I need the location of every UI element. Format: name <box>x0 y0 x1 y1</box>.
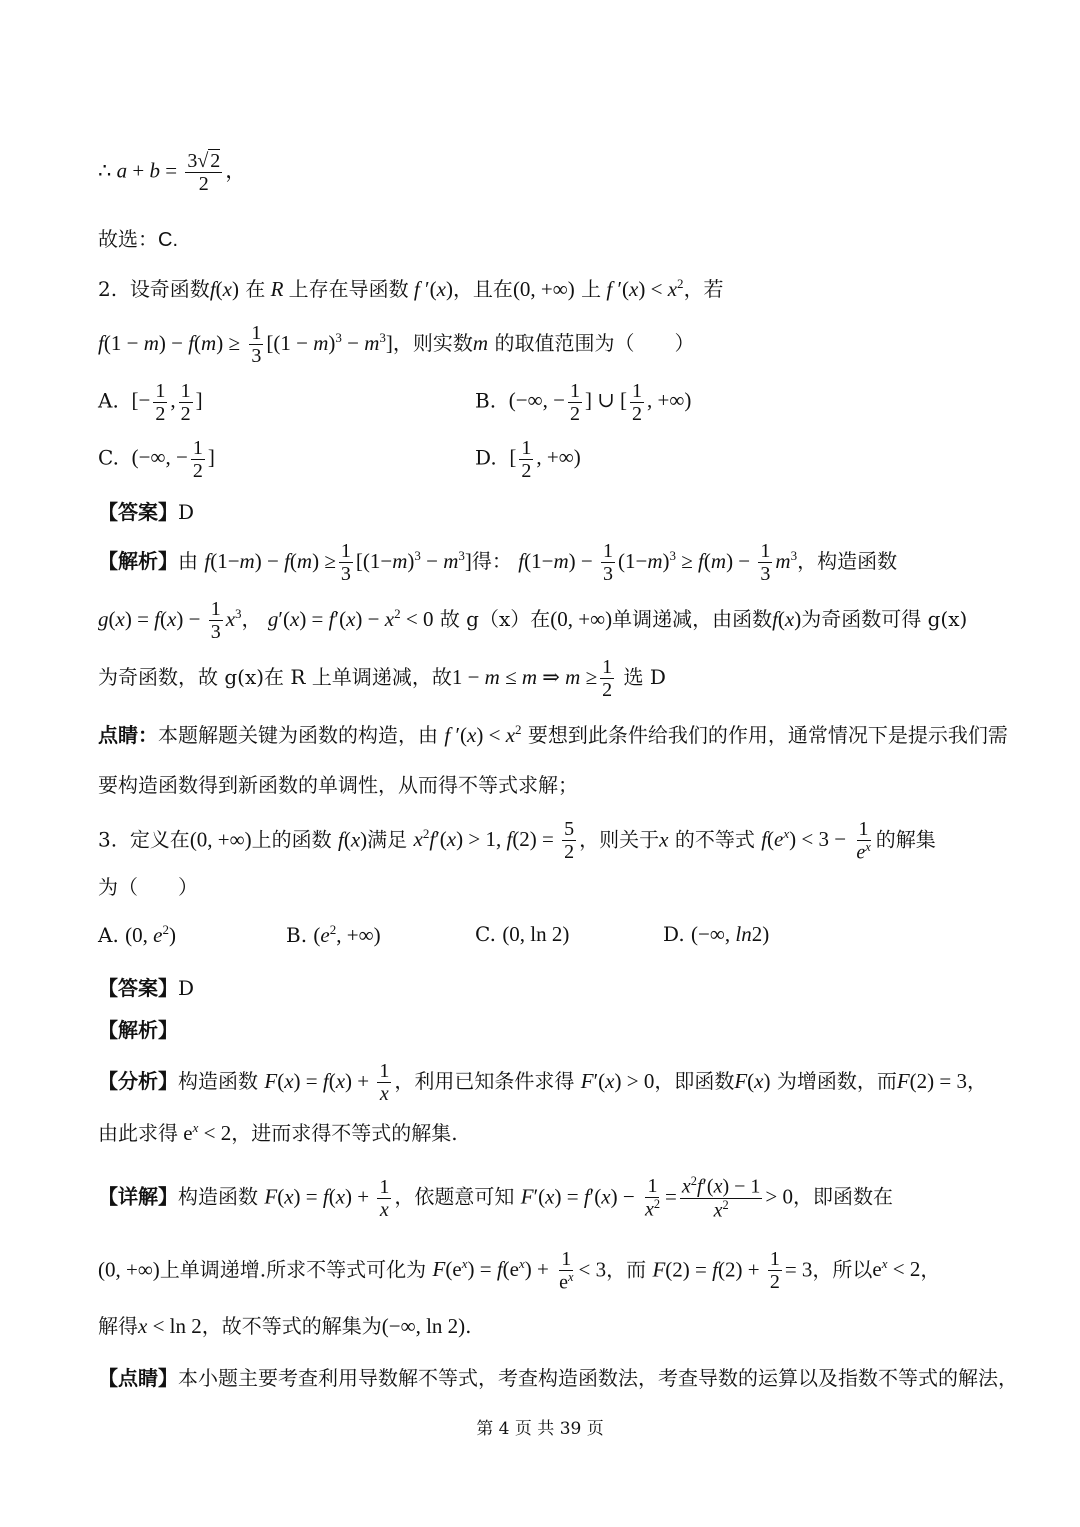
question-3-stem: 3. 定义在(0, +∞)上的函数 f(x)满足 $x^2f'(x) > 1$, f(2) = $\frac{5}{2}$ ，则关于x 的不等式 $f(e^x) < 3$ − $\frac{1}{e^x}$ 的解集 <box>98 818 936 864</box>
page-footer: 第 4 页 共 39 页 <box>476 1419 604 1439</box>
analysis-3-line-2: 由此求得 $e^x < 2$，进而求得不等式的解集. <box>98 1120 458 1145</box>
pointer-2-line-1: 点睛：本题解题关键为函数的构造，由 f $'(x) < x^2$ 要想到此条件给我们的作用，通常情况下是提示我们需 <box>98 722 1008 747</box>
answer-choice-line: 故选：C. <box>98 227 178 251</box>
solution-3-heading: 【解析】 <box>98 1018 178 1042</box>
solution-2-line-2: g(x) = f(x) − $\frac{1}{3}$ $x^3$， $g'(x) = f'(x) - x^2 < 0$ 故 g（x）在(0, +∞)单调递减，由函数f(x)为奇函数可得 g(x) <box>98 598 968 643</box>
question-2-condition: f(1 − m) − f(m) ≥ $\frac{1}{3}$ $[(1 - m)^3 - m^3]$，则实数m 的取值范围为（ ） <box>98 322 695 367</box>
chosen-option: C. <box>158 229 178 251</box>
option-d[interactable]: D. [ $\frac{1}{2}$ , +∞) <box>475 437 581 482</box>
solution-2-line-3: 为奇函数，故 g(x)在 R 上单调递减，故1 − m ≤ m ⇒ m ≥ $\frac{1}{2}$ 选 D <box>98 656 666 701</box>
answer-2: 【答案】D <box>98 500 195 524</box>
question-3-stem-2: 为（ ） <box>98 875 198 899</box>
conclusion-line: ∴ a + b = $\frac{3√ 2}{2}$ ， <box>98 150 247 195</box>
q3-option-c[interactable]: C. (0, ln 2) <box>475 922 570 946</box>
q3-option-a[interactable]: A. (0, $e^2$) <box>98 922 177 947</box>
punct: ， <box>225 158 247 183</box>
pointer-3-line-1: 【点睛】本小题主要考查利用导数解不等式，考查构造函数法，考查导数的运算以及指数不等式的解法， <box>98 1366 1018 1390</box>
detail-3-line-2: (0, +∞)上单调递增.所求不等式可化为 $F(e^x) = f(e^x)$ + $\frac{1}{e^x}$ < 3，而 F(2) = f(2) + $\frac{1}{2}$ = 3，所以$e^x < 2$， <box>98 1248 941 1294</box>
q3-option-d[interactable]: D. (−∞, ln2) <box>663 922 770 946</box>
answer-3: 【答案】D <box>98 976 195 1000</box>
pointer-2-line-2: 要构造函数得到新函数的单调性，从而得不等式求解； <box>98 773 578 797</box>
detail-3-line-3: 解得x < ln 2，故不等式的解集为(−∞, ln 2). <box>98 1314 472 1338</box>
analysis-3-line-1: 【分析】构造函数 F(x) = f(x) + $\frac{1}{x}$ ，利用已知条件求得 F′(x) > 0，即函数F(x) 为增函数，而F(2) = 3， <box>98 1060 988 1105</box>
option-a[interactable]: A. [− $\frac{1}{2}$ , $\frac{1}{2}$ ] <box>98 380 203 425</box>
question-2-stem: 2. 设奇函数f(x) 在 R 上存在导函数 f ′(x)，且在(0, +∞) 上 f $'(x) < x^2$，若 <box>98 276 724 301</box>
fraction: $\frac{3√ 2}{2}$ <box>187 150 221 195</box>
q3-option-b[interactable]: B. ($e^2$, +∞) <box>286 922 381 947</box>
detail-3-line-1: 【详解】构造函数 F(x) = f(x) + $\frac{1}{x}$ ，依题意可知 F′(x) = f′(x) − $\frac{1}{x^2}$ = $\frac{x^2f'(x) - 1}{x^2}$ > 0，即函数在 <box>98 1174 894 1222</box>
solution-2-line-1: 【解析】由 f(1−m) − f(m) ≥ $\frac{1}{3}$ $[(1-m)^3 - m^3]$得： f(1−m) − $\frac{1}{3}$ $(1-m)^3 \ge f(m)$ − $\frac{1}{3}$ $m^3$，构造函数 <box>98 540 898 585</box>
option-c[interactable]: C. (−∞, − $\frac{1}{2}$ ] <box>98 437 215 482</box>
option-b[interactable]: B. (−∞, − $\frac{1}{2}$ ] ∪ [ $\frac{1}{2}$ , +∞) <box>475 380 692 425</box>
